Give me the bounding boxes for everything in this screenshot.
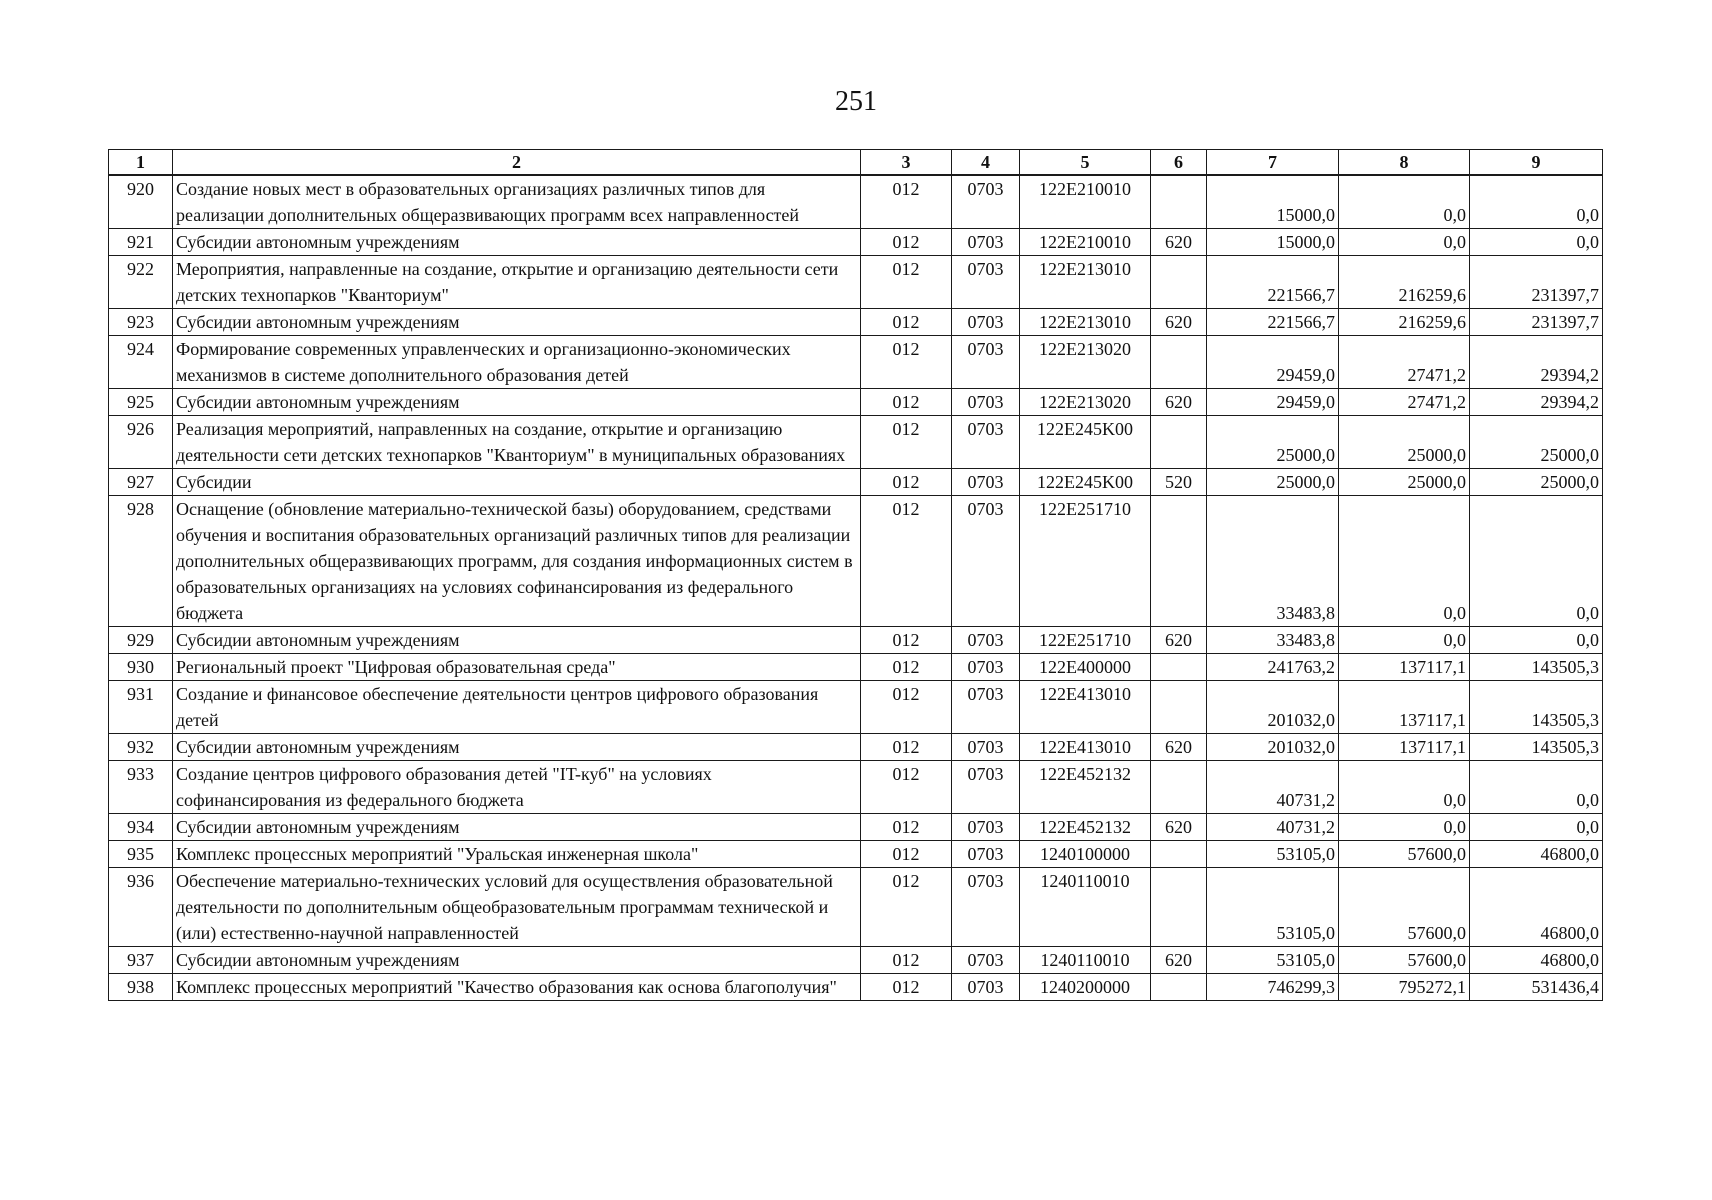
row-expense-type-code: 620 (1151, 947, 1207, 974)
table-row (109, 654, 1603, 681)
row-amount-year-2: 27471,2 (1339, 336, 1470, 389)
row-amount-year-1: 53105,0 (1207, 841, 1339, 868)
row-target-code: 122E245K00 (1020, 469, 1151, 496)
row-expense-type-code (1151, 496, 1207, 627)
row-amount-year-1: 25000,0 (1207, 469, 1339, 496)
row-amount-year-1: 201032,0 (1207, 681, 1339, 734)
row-expense-type-code (1151, 868, 1207, 947)
row-name: Создание и финансовое обеспечение деятельности центров цифрового образования детей (173, 681, 861, 734)
row-target-code: 122E213010 (1020, 256, 1151, 309)
row-amount-year-2: 25000,0 (1339, 416, 1470, 469)
row-amount-year-2: 25000,0 (1339, 469, 1470, 496)
row-amount-year-1: 201032,0 (1207, 734, 1339, 761)
row-number: 931 (109, 681, 173, 734)
row-number: 925 (109, 389, 173, 416)
row-amount-year-1: 15000,0 (1207, 229, 1339, 256)
row-grbs-code: 012 (861, 947, 952, 974)
row-name: Субсидии автономным учреждениям (173, 309, 861, 336)
row-name: Субсидии автономным учреждениям (173, 734, 861, 761)
row-amount-year-3: 29394,2 (1470, 389, 1603, 416)
row-amount-year-3: 143505,3 (1470, 734, 1603, 761)
row-name: Субсидии автономным учреждениям (173, 947, 861, 974)
row-expense-type-code (1151, 974, 1207, 1001)
row-number: 934 (109, 814, 173, 841)
row-number: 929 (109, 627, 173, 654)
row-target-code: 122E210010 (1020, 229, 1151, 256)
row-amount-year-2: 0,0 (1339, 175, 1470, 229)
row-number: 938 (109, 974, 173, 1001)
row-amount-year-3: 46800,0 (1470, 947, 1603, 974)
table-body (109, 175, 1603, 1001)
row-number: 937 (109, 947, 173, 974)
row-amount-year-2: 795272,1 (1339, 974, 1470, 1001)
row-target-code: 1240110010 (1020, 947, 1151, 974)
header-row (109, 150, 1603, 176)
row-section-code: 0703 (952, 974, 1020, 1001)
row-grbs-code: 012 (861, 389, 952, 416)
row-amount-year-1: 29459,0 (1207, 389, 1339, 416)
row-grbs-code: 012 (861, 229, 952, 256)
header-col-5: 5 (1020, 150, 1151, 176)
header-col-7: 7 (1207, 150, 1339, 176)
row-name: Комплекс процессных мероприятий "Качество образования как основа благополучия" (173, 974, 861, 1001)
row-expense-type-code (1151, 841, 1207, 868)
row-amount-year-3: 0,0 (1470, 175, 1603, 229)
row-section-code: 0703 (952, 416, 1020, 469)
row-name: Создание новых мест в образовательных организациях различных типов для реализации дополнительных общеразвивающих программ всех направленностей (173, 175, 861, 229)
row-name: Субсидии автономным учреждениям (173, 389, 861, 416)
row-amount-year-2: 27471,2 (1339, 389, 1470, 416)
row-name: Субсидии автономным учреждениям (173, 814, 861, 841)
row-number: 920 (109, 175, 173, 229)
row-amount-year-3: 0,0 (1470, 761, 1603, 814)
row-amount-year-1: 221566,7 (1207, 256, 1339, 309)
row-number: 924 (109, 336, 173, 389)
row-amount-year-2: 57600,0 (1339, 947, 1470, 974)
header-col-4: 4 (952, 150, 1020, 176)
row-section-code: 0703 (952, 627, 1020, 654)
row-section-code: 0703 (952, 868, 1020, 947)
row-amount-year-3: 25000,0 (1470, 416, 1603, 469)
row-target-code: 122E452132 (1020, 814, 1151, 841)
table-row (109, 841, 1603, 868)
row-amount-year-1: 33483,8 (1207, 496, 1339, 627)
row-target-code: 122E413010 (1020, 681, 1151, 734)
row-expense-type-code: 520 (1151, 469, 1207, 496)
table-row (109, 336, 1603, 389)
row-target-code: 122E251710 (1020, 496, 1151, 627)
row-amount-year-1: 221566,7 (1207, 309, 1339, 336)
row-number: 936 (109, 868, 173, 947)
row-grbs-code: 012 (861, 868, 952, 947)
row-amount-year-1: 40731,2 (1207, 761, 1339, 814)
row-target-code: 122E251710 (1020, 627, 1151, 654)
table-row (109, 734, 1603, 761)
row-amount-year-1: 40731,2 (1207, 814, 1339, 841)
row-section-code: 0703 (952, 681, 1020, 734)
row-amount-year-2: 0,0 (1339, 761, 1470, 814)
row-amount-year-3: 25000,0 (1470, 469, 1603, 496)
row-expense-type-code: 620 (1151, 627, 1207, 654)
row-amount-year-1: 15000,0 (1207, 175, 1339, 229)
row-grbs-code: 012 (861, 681, 952, 734)
table-row (109, 868, 1603, 947)
row-expense-type-code: 620 (1151, 389, 1207, 416)
row-amount-year-3: 46800,0 (1470, 841, 1603, 868)
row-target-code: 122E400000 (1020, 654, 1151, 681)
row-expense-type-code (1151, 761, 1207, 814)
row-amount-year-2: 0,0 (1339, 814, 1470, 841)
row-grbs-code: 012 (861, 496, 952, 627)
row-section-code: 0703 (952, 256, 1020, 309)
table-header (109, 150, 1603, 176)
row-amount-year-2: 216259,6 (1339, 309, 1470, 336)
row-grbs-code: 012 (861, 627, 952, 654)
table-row (109, 947, 1603, 974)
row-section-code: 0703 (952, 496, 1020, 627)
row-name: Реализация мероприятий, направленных на создание, открытие и организацию деятельности сети детских технопарков "Кванториум" в муниципальных образованиях (173, 416, 861, 469)
row-number: 933 (109, 761, 173, 814)
row-name: Субсидии (173, 469, 861, 496)
table-row (109, 309, 1603, 336)
row-expense-type-code (1151, 336, 1207, 389)
row-target-code: 122E213020 (1020, 336, 1151, 389)
row-amount-year-1: 29459,0 (1207, 336, 1339, 389)
row-target-code: 1240110010 (1020, 868, 1151, 947)
row-amount-year-3: 46800,0 (1470, 868, 1603, 947)
row-grbs-code: 012 (861, 416, 952, 469)
row-target-code: 122E213010 (1020, 309, 1151, 336)
row-target-code: 122E210010 (1020, 175, 1151, 229)
row-expense-type-code: 620 (1151, 734, 1207, 761)
row-amount-year-3: 231397,7 (1470, 309, 1603, 336)
row-name: Оснащение (обновление материально-технической базы) оборудованием, средствами обучения и воспитания образовательных организаций различных типов для реализации дополнительных общеразвивающих программ, для создания информационных систем в образовательных организациях на условиях софинансирования из федерального бюджета (173, 496, 861, 627)
row-amount-year-2: 57600,0 (1339, 841, 1470, 868)
row-amount-year-2: 0,0 (1339, 627, 1470, 654)
row-target-code: 122E452132 (1020, 761, 1151, 814)
row-amount-year-2: 216259,6 (1339, 256, 1470, 309)
header-col-9: 9 (1470, 150, 1603, 176)
table-row (109, 974, 1603, 1001)
row-expense-type-code: 620 (1151, 229, 1207, 256)
row-expense-type-code (1151, 416, 1207, 469)
row-grbs-code: 012 (861, 469, 952, 496)
row-grbs-code: 012 (861, 175, 952, 229)
row-expense-type-code (1151, 681, 1207, 734)
row-section-code: 0703 (952, 654, 1020, 681)
header-col-3: 3 (861, 150, 952, 176)
row-target-code: 122E245K00 (1020, 416, 1151, 469)
page-number: 251 (835, 86, 877, 117)
row-section-code: 0703 (952, 734, 1020, 761)
row-section-code: 0703 (952, 389, 1020, 416)
row-grbs-code: 012 (861, 814, 952, 841)
row-amount-year-3: 0,0 (1470, 229, 1603, 256)
row-amount-year-2: 0,0 (1339, 496, 1470, 627)
row-section-code: 0703 (952, 947, 1020, 974)
table-row (109, 814, 1603, 841)
row-grbs-code: 012 (861, 256, 952, 309)
row-grbs-code: 012 (861, 336, 952, 389)
row-amount-year-3: 531436,4 (1470, 974, 1603, 1001)
row-amount-year-2: 57600,0 (1339, 868, 1470, 947)
row-expense-type-code (1151, 654, 1207, 681)
row-number: 921 (109, 229, 173, 256)
row-amount-year-3: 231397,7 (1470, 256, 1603, 309)
row-section-code: 0703 (952, 841, 1020, 868)
row-grbs-code: 012 (861, 974, 952, 1001)
row-name: Мероприятия, направленные на создание, открытие и организацию деятельности сети детских технопарков "Кванториум" (173, 256, 861, 309)
row-expense-type-code (1151, 256, 1207, 309)
table-row (109, 389, 1603, 416)
row-grbs-code: 012 (861, 841, 952, 868)
row-section-code: 0703 (952, 469, 1020, 496)
row-number: 935 (109, 841, 173, 868)
row-target-code: 1240200000 (1020, 974, 1151, 1001)
row-amount-year-2: 0,0 (1339, 229, 1470, 256)
row-section-code: 0703 (952, 761, 1020, 814)
row-number: 930 (109, 654, 173, 681)
table-row (109, 681, 1603, 734)
row-grbs-code: 012 (861, 309, 952, 336)
row-section-code: 0703 (952, 175, 1020, 229)
header-col-8: 8 (1339, 150, 1470, 176)
row-name: Обеспечение материально-технических условий для осуществления образовательной деятельности по дополнительным общеобразовательным программам технической и (или) естественно-научной направленностей (173, 868, 861, 947)
row-section-code: 0703 (952, 814, 1020, 841)
row-section-code: 0703 (952, 309, 1020, 336)
table-row (109, 256, 1603, 309)
budget-table (108, 149, 1603, 1001)
row-amount-year-3: 143505,3 (1470, 654, 1603, 681)
row-name: Субсидии автономным учреждениям (173, 229, 861, 256)
row-amount-year-2: 137117,1 (1339, 681, 1470, 734)
row-target-code: 122E213020 (1020, 389, 1151, 416)
row-name: Субсидии автономным учреждениям (173, 627, 861, 654)
row-amount-year-1: 53105,0 (1207, 947, 1339, 974)
row-section-code: 0703 (952, 229, 1020, 256)
row-number: 927 (109, 469, 173, 496)
table-row (109, 229, 1603, 256)
row-amount-year-3: 29394,2 (1470, 336, 1603, 389)
row-amount-year-3: 0,0 (1470, 814, 1603, 841)
row-expense-type-code: 620 (1151, 309, 1207, 336)
row-name: Региональный проект "Цифровая образовательная среда" (173, 654, 861, 681)
header-col-6: 6 (1151, 150, 1207, 176)
row-section-code: 0703 (952, 336, 1020, 389)
row-target-code: 122E413010 (1020, 734, 1151, 761)
row-name: Комплекс процессных мероприятий "Уральская инженерная школа" (173, 841, 861, 868)
table-row (109, 469, 1603, 496)
row-number: 932 (109, 734, 173, 761)
row-grbs-code: 012 (861, 761, 952, 814)
row-amount-year-2: 137117,1 (1339, 734, 1470, 761)
row-expense-type-code (1151, 175, 1207, 229)
row-name: Формирование современных управленческих и организационно-экономических механизмов в системе дополнительного образования детей (173, 336, 861, 389)
table-row (109, 627, 1603, 654)
row-grbs-code: 012 (861, 654, 952, 681)
row-number: 922 (109, 256, 173, 309)
header-col-2: 2 (173, 150, 861, 176)
row-target-code: 1240100000 (1020, 841, 1151, 868)
row-number: 923 (109, 309, 173, 336)
row-number: 928 (109, 496, 173, 627)
row-expense-type-code: 620 (1151, 814, 1207, 841)
header-col-1: 1 (109, 150, 173, 176)
table-row (109, 416, 1603, 469)
row-amount-year-1: 25000,0 (1207, 416, 1339, 469)
row-amount-year-2: 137117,1 (1339, 654, 1470, 681)
table-row (109, 761, 1603, 814)
row-amount-year-3: 143505,3 (1470, 681, 1603, 734)
row-amount-year-1: 746299,3 (1207, 974, 1339, 1001)
table-row (109, 175, 1603, 229)
row-name: Создание центров цифрового образования детей "IT-куб" на условиях софинансирования из федерального бюджета (173, 761, 861, 814)
row-amount-year-3: 0,0 (1470, 496, 1603, 627)
row-amount-year-1: 53105,0 (1207, 868, 1339, 947)
row-amount-year-1: 33483,8 (1207, 627, 1339, 654)
row-number: 926 (109, 416, 173, 469)
row-amount-year-3: 0,0 (1470, 627, 1603, 654)
row-grbs-code: 012 (861, 734, 952, 761)
row-amount-year-1: 241763,2 (1207, 654, 1339, 681)
table-row (109, 496, 1603, 627)
